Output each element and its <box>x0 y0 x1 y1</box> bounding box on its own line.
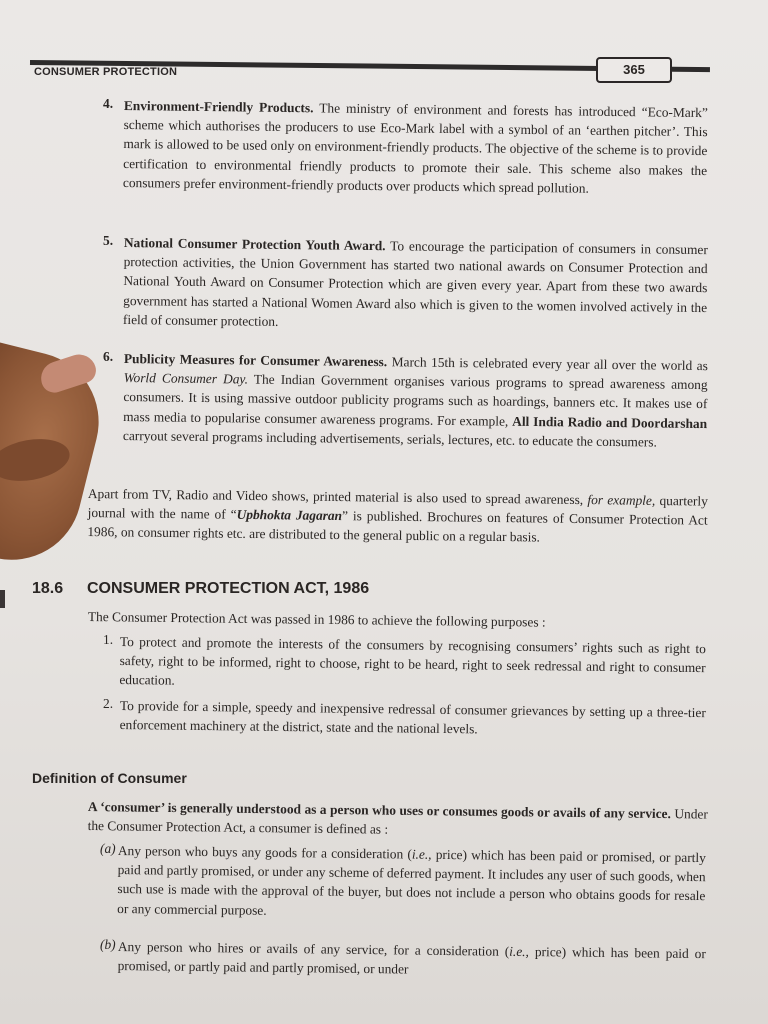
item-6-body-em: World Consumer Day. <box>123 370 249 387</box>
item-6-body-c: carryout several programs including advertisements, serials, lectures, etc. to educate the consumers. <box>122 427 657 450</box>
clause-a-label: (a) <box>100 841 116 856</box>
section-intro: The Consumer Protection Act was passed in 1986 to achieve the following purposes : <box>87 608 546 630</box>
clause-a-text-a: Any person who buys any goods for a consideration ( <box>117 842 412 862</box>
printed-material-paragraph <box>87 484 708 549</box>
section-title: CONSUMER PROTECTION ACT, 1986 <box>87 580 370 597</box>
journal-name: Upbhokta Jagaran <box>236 507 343 524</box>
definition-intro-bold: A ‘consumer’ is generally understood as a person who uses or consumes goods or avails of any service. <box>87 798 672 822</box>
item-4-number: 4. <box>103 96 114 111</box>
purpose-1-number: 1. <box>103 632 114 647</box>
item-6-body-a: March 15th is celebrated every year all over the world as <box>391 354 708 374</box>
clause-a-text-b: price) which has been paid or promised, or partly paid and partly promised, or under any scheme of deferred payment. It includes any user of such goods, when such use is made with the approval of the buyer, but does not include a person who obtains goods for resale or any commercial purpose. <box>117 846 706 918</box>
clause-b-em: i.e., <box>509 943 530 960</box>
item-6-heading: Publicity Measures for Consumer Awareness. <box>123 350 388 370</box>
purpose-1-text: To protect and promote the interests of the consumers by recognising consumers’ rights such as right to safety, right to be informed, right to choose, right to be heard, right to seek redressal and right to consumer education. <box>119 633 706 689</box>
purpose-2-number: 2. <box>103 696 114 711</box>
printed-material-text-c: ” is published. Brochures on features of Consumer Protection Act 1986, on consumer rights etc. are distributed to the general public on a regular basis. <box>87 508 708 545</box>
clause-a-text <box>117 841 706 925</box>
definition-intro <box>88 797 708 843</box>
printed-material-text-b: quarterly journal with the name of “ <box>87 492 708 523</box>
item-5-paragraph <box>123 233 708 336</box>
purpose-2-text: To provide for a simple, speedy and inexpensive redressal of consumer grievances by setting up a three-tier enforcement machinery at the district, state and the national levels. <box>119 697 706 737</box>
page-number-box: 365 <box>596 57 672 83</box>
clause-b-text <box>118 937 706 983</box>
item-5-heading: National Consumer Protection Youth Award. <box>123 234 386 254</box>
item-4-body: The ministry of environment and forests has introduced “Eco-Mark” scheme which authorises the producers to use Eco-Mark label with a symbol of an ‘earthen pitcher’. This mark is allowed to be used only on environment-friendly products. The objective of the scheme is to provide certification to environmental friendly products to promote their sale. This scheme also makes the consumers prefer environment-friendly products over products which spread pollution. <box>122 100 708 196</box>
item-6-paragraph <box>123 349 708 452</box>
section-heading <box>32 580 369 598</box>
item-6-body-b: The Indian Government organises various programs to spread awareness among consumers. It is using massive outdoor publicity programs such as hoardings, banners etc. It makes use of mass media to popularise consumer awareness programs. For example, <box>123 371 708 429</box>
clause-b-label: (b) <box>100 937 116 952</box>
definition-heading: Definition of Consumer <box>32 770 187 786</box>
section-number: 18.6 <box>32 580 64 597</box>
printed-material-text-a: Apart from TV, Radio and Video shows, printed material is also used to spread awareness, <box>87 485 584 508</box>
item-6-body-strong: All India Radio and Doordarshan <box>512 413 708 431</box>
item-4-paragraph <box>123 96 708 199</box>
clause-b-text-a: Any person who hires or avails of any service, for a consideration ( <box>117 938 510 959</box>
item-4-heading: Environment-Friendly Products. <box>123 97 314 116</box>
item-6-number: 6. <box>103 349 114 364</box>
printed-material-em: for example, <box>587 492 656 508</box>
clause-a-em: i.e., <box>411 846 432 862</box>
clause-b-text-b: price) which has been paid or promised, or partly paid and partly promised, or under <box>117 944 706 977</box>
item-5-body: To encourage the participation of consumers in consumer protection activities, the Union Government has started two national awards on Consumer Protection and National Youth Award on Consumer Protection which are given every year. Apart from these two awards government has started a National Women Award also which is given to the women involved actively in the field of consumer protection. <box>122 238 708 329</box>
binding-mark <box>0 590 5 608</box>
item-5-number: 5. <box>103 233 114 248</box>
definition-intro-rest: Under the Consumer Protection Act, a consumer is defined as : <box>87 806 708 837</box>
running-header-title: CONSUMER PROTECTION <box>34 66 178 78</box>
